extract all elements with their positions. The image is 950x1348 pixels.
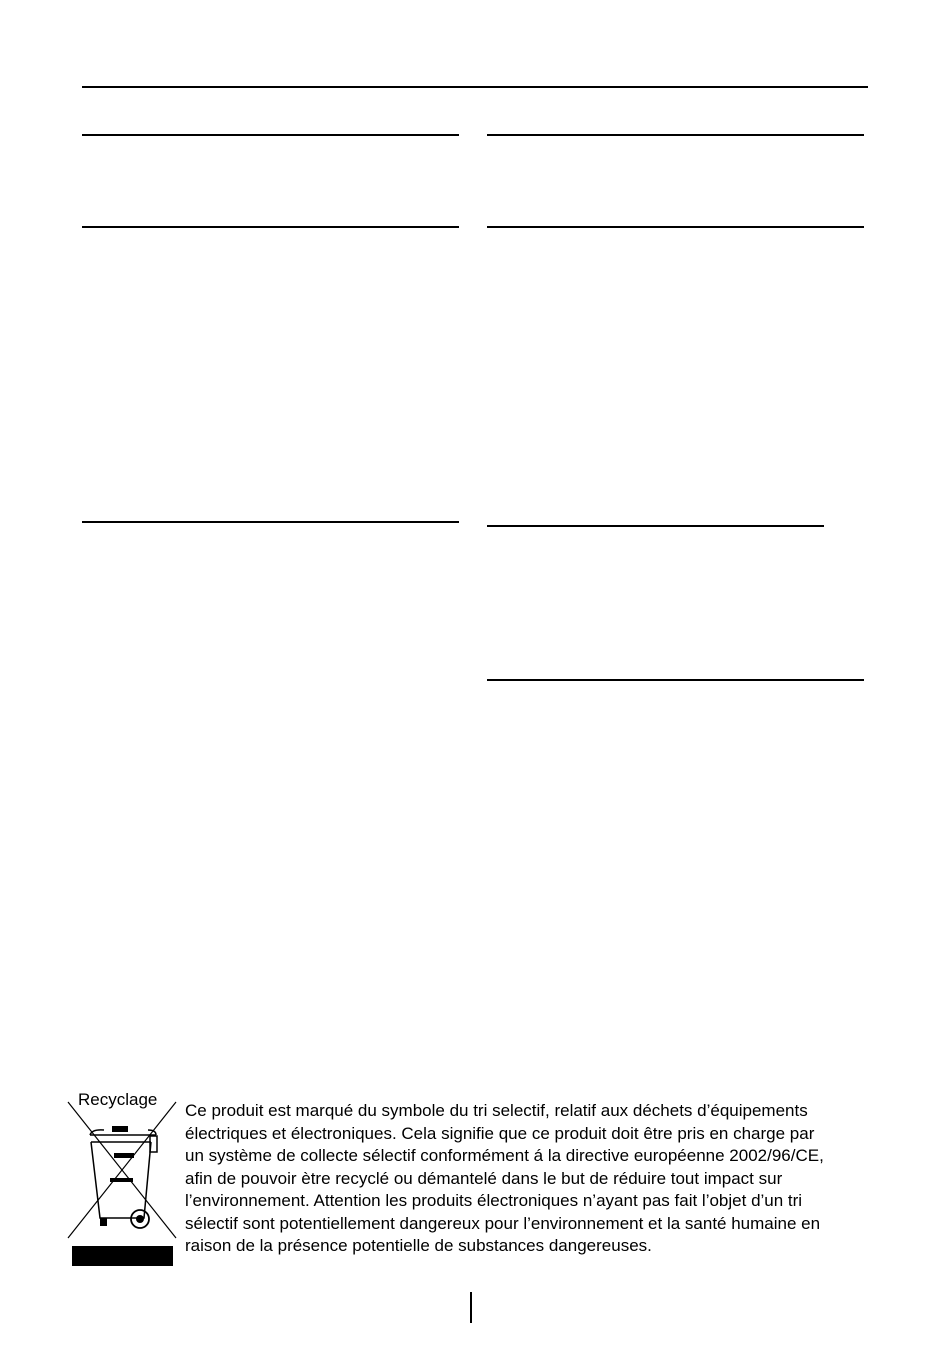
left-section-rule-1	[82, 134, 459, 136]
page-marker	[470, 1292, 472, 1323]
left-section-rule-2	[82, 226, 459, 228]
recycling-symbol-label: Recyclage	[78, 1090, 158, 1109]
right-section-rule-3	[487, 525, 824, 527]
recycling-notice-line: Ce produit est marqué du symbole du tri selectif, relatif aux déchets d’équipements	[185, 1101, 808, 1120]
header-rule	[82, 86, 868, 88]
right-section-rule-4	[487, 679, 864, 681]
right-section-rule-2	[487, 226, 864, 228]
recycling-notice-line: afin de pouvoir ètre recyclé ou démantelé dans le but de réduire tout impact sur	[185, 1168, 783, 1188]
right-section-rule-1	[487, 134, 864, 136]
crossed-out-wheelie-bin-icon	[64, 1090, 179, 1270]
left-section-rule-3	[82, 521, 459, 523]
recycling-notice-line: électriques et électroniques. Cela signifie que ce produit doit être pris en charge par	[185, 1123, 815, 1143]
recycling-notice-line: l’environnement. Attention les produits électroniques n’ayant pas fait l’objet d’un tri	[185, 1191, 803, 1210]
recycling-notice-line: un système de collecte sélectif conformément á la directive européenne 2002/96/CE,	[185, 1146, 824, 1165]
recycling-notice-text	[185, 1100, 905, 1258]
recycling-notice-line: raison de la présence potentielle de substances dangereuses.	[185, 1236, 652, 1255]
recycling-notice-line: sélectif sont potentiellement dangereux pour l’environnement et la santé humaine en	[185, 1213, 821, 1233]
